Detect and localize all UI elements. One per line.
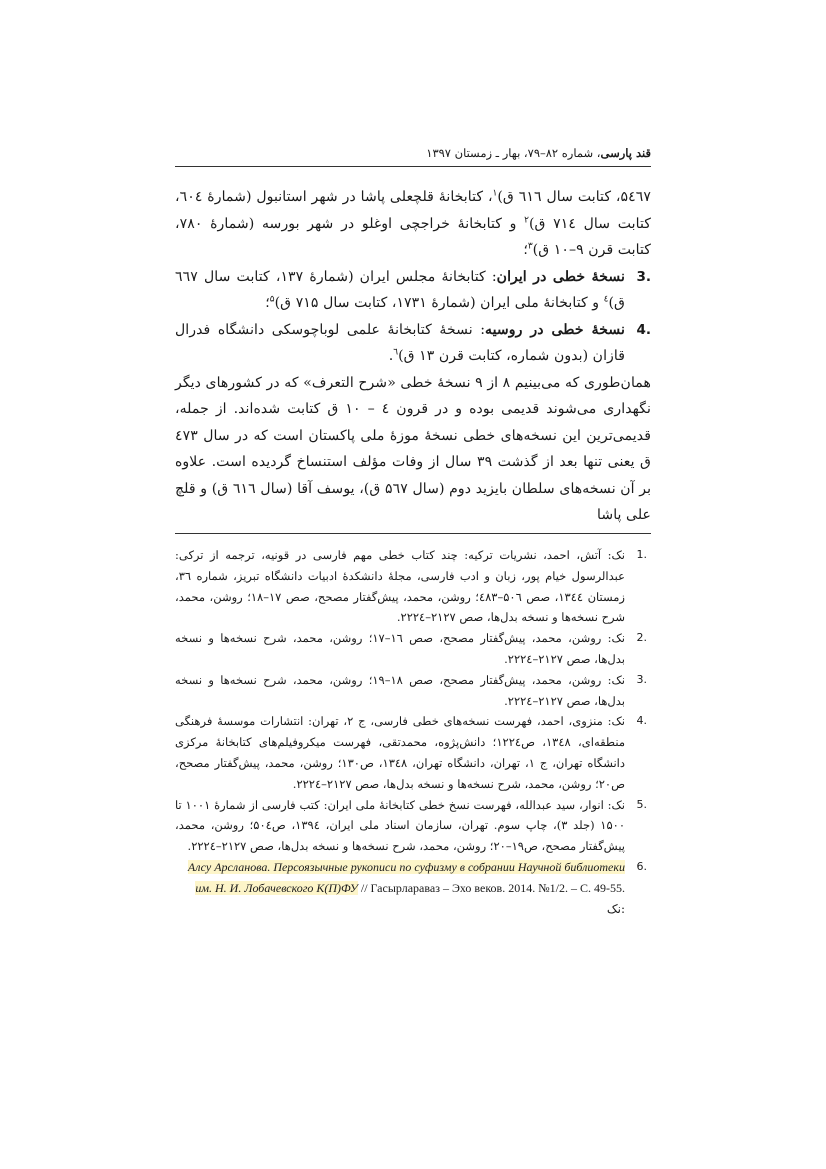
text-run: : نسخهٔ کتابخانهٔ علمی لوباچوسکی دانشگاه فدرال قازان (بدون شماره، کتابت قرن ۱۳ ق) bbox=[175, 321, 625, 364]
footnote-ref[interactable]: ۳ bbox=[527, 241, 533, 252]
list-item-term: نسخهٔ خطی در ایران bbox=[496, 268, 626, 285]
footnotes bbox=[175, 545, 651, 919]
text-run: و کتابخانهٔ ملی ایران (شمارهٔ ۱۷۳۱، کتابت سال ۷۱۵ ق) bbox=[274, 295, 604, 311]
list-item-iran bbox=[175, 264, 651, 317]
footnote-text: نک: روشن، محمد، پیش‌گفتار مصحح، صص ۱۸–۱۹؛ روشن، محمد، شرح نسخه‌ها و نسخه بدل‌ها، صص ۲۱۲۷–۲۲۲٤. bbox=[175, 672, 625, 708]
paragraph-continuation bbox=[175, 184, 651, 264]
footnote-prefix: نک: bbox=[606, 901, 625, 916]
paragraph: همان‌طوری که می‌بینیم ۸ از ۹ نسخهٔ خطی «شرح التعرف» که در کشورهای دیگر نگهداری می‌شوند قدیمی بوده و در قرون ٤ – ۱۰ ق کتابت شده‌اند. از جمله، قدیمی‌ترین این نسخه‌های خطی نسخهٔ موزهٔ ملی پاکستان است که در سال ٤۷۳ ق یعنی تنها بعد از گذشت ۳۹ سال از وفات مؤلف استنساخ گردیده است. علاوه بر آن نسخه‌های سلطان بایزید دوم (سال ۵٦۷ ق)، یوسف آقا (سال ٦۱٦ ق) و قلچ علی پاشا bbox=[175, 374, 652, 523]
footnote-citation-tail: // Гасырлараваз – Эхо веков. 2014. №1/2. – С. 49-55. bbox=[357, 880, 625, 895]
footnote-ref[interactable]: ٤ bbox=[603, 294, 609, 305]
footnote-ref[interactable]: ۵ bbox=[269, 294, 275, 305]
footnote-number: 1. bbox=[636, 548, 647, 561]
footnote-ref[interactable]: ۲ bbox=[524, 214, 529, 225]
issue-info: ، شماره ۸۲–۷۹، بهار ـ زمستان ۱۳۹۷ bbox=[426, 146, 601, 160]
text-run: : کتابخانهٔ مجلس ایران (شمارهٔ ۱۳۷، کتابت سال ٦٦۷ ق) bbox=[175, 268, 625, 311]
footnote-3 bbox=[175, 670, 651, 712]
text-run: و کتابخانهٔ خراجچی اوغلو در شهر بورسه (شمارهٔ ۷۸۰، کتابت قرن ۹–۱۰ ق) bbox=[175, 215, 651, 258]
text-run: ۵٤٦۷، کتابت سال ٦۱٦ ق) bbox=[497, 189, 651, 205]
footnote-1 bbox=[175, 545, 651, 628]
main-text bbox=[175, 184, 651, 529]
list-item-number: 4. bbox=[636, 321, 651, 338]
journal-name: قند پارسی bbox=[600, 146, 651, 160]
footnote-number: 6. bbox=[636, 859, 647, 873]
footnote-5 bbox=[175, 795, 651, 857]
footnote-number: 3. bbox=[636, 672, 647, 686]
footnote-4 bbox=[175, 711, 651, 794]
text-run: . bbox=[388, 348, 394, 364]
header-rule bbox=[175, 166, 651, 167]
running-header bbox=[175, 145, 651, 161]
footnote-text: نک: روشن، محمد، پیش‌گفتار مصحح، صص ۱٦–۱۷؛ روشن، محمد، شرح نسخه‌ها و نسخه بدل‌ها، صص ۲۱۲۷–۲۲۲٤. bbox=[175, 631, 625, 666]
footnote-number: 4. bbox=[636, 714, 647, 728]
footnote-rule bbox=[175, 533, 651, 534]
list-item-russia bbox=[175, 317, 651, 370]
footnote-text: نک: منزوی، احمد، فهرست نسخه‌های خطی فارسی، ج ۲، تهران: انتشارات موسسهٔ فرهنگی منطقه‌ای، ۱۳٤۸، ص۱۲۲٤؛ دانش‌پژوه، محمدتقی، فهرست میکروفیلم‌های کتابخانهٔ مرکزی دانشگاه تهران، ج ۱، تهران، دانشگاه تهران، ۱۳٤۸، ص۱۳۰؛ روشن، محمد، پیش‌گفتار مصحح، ص۲۰؛ روشن، محمد، شرح نسخه‌ها و نسخه بدل‌ها، صص ۲۱۲۷–۲۲۲٤. bbox=[175, 714, 625, 791]
footnote-ref[interactable]: ۱ bbox=[492, 188, 498, 199]
footnote-citation bbox=[175, 857, 625, 919]
text-run: ؛ bbox=[265, 295, 270, 311]
footnote-ref[interactable]: ٦ bbox=[393, 347, 399, 358]
text-run: ، کتابخانهٔ قلچعلی پاشا در شهر استانبول (شمارهٔ ٦۰٤، کتابت سال ۷۱٤ ق) bbox=[175, 189, 651, 232]
text-run: ؛ bbox=[523, 242, 528, 258]
footnote-text: نک: انوار، سید عبدالله، فهرست نسخ خطی کتابخانهٔ ملی ایران: کتب فارسی از شمارهٔ ۱۰۰۱ تا ۱۵۰۰ (جلد ۳)، چاپ سوم. تهران، سازمان اسناد ملی ایران، ۱۳۹٤، ص۵۰٤؛ روشن، محمد، پیش‌گفتار مصحح، ص۱۹–۲۰؛ روشن، محمد، شرح نسخه‌ها و نسخه بدل‌ها، صص ۲۱۲۷–۲۲۲٤. bbox=[175, 797, 626, 854]
footnote-number: 2. bbox=[636, 631, 647, 645]
footnote-number: 5. bbox=[636, 797, 647, 811]
footnote-6 bbox=[175, 857, 651, 919]
footnote-text: نک: آتش، احمد، نشریات ترکیه: چند کتاب خطی مهم فارسی در قونیه، ترجمه از ترکی: عبدالرسول خیام پور، زبان و ادب فارسی، مجلهٔ دانشکدهٔ ادبیات دانشگاه تبریز، شماره ۳٦، زمستان ۱۳٤٤، صص ۵۰٦–٤۸۳؛ روشن، محمد، پیش‌گفتار مصحح، صص ۱۷–۱۸؛ روشن، محمد، شرح نسخه‌ها و نسخه بدل‌ها، صص ۲۱۲۷–۲۲۲٤. bbox=[175, 548, 625, 625]
footnote-2 bbox=[175, 628, 651, 670]
list-item-number: 3. bbox=[636, 268, 651, 285]
list-item-term: نسخهٔ خطی در روسیه bbox=[484, 321, 625, 338]
footnote-citation-italic: Алсу Арсланова. Персоязычные рукописи по суфизму в собрании Научной библиотеки им. Н. И. Лобачевского К(П)ФУ bbox=[187, 859, 625, 895]
